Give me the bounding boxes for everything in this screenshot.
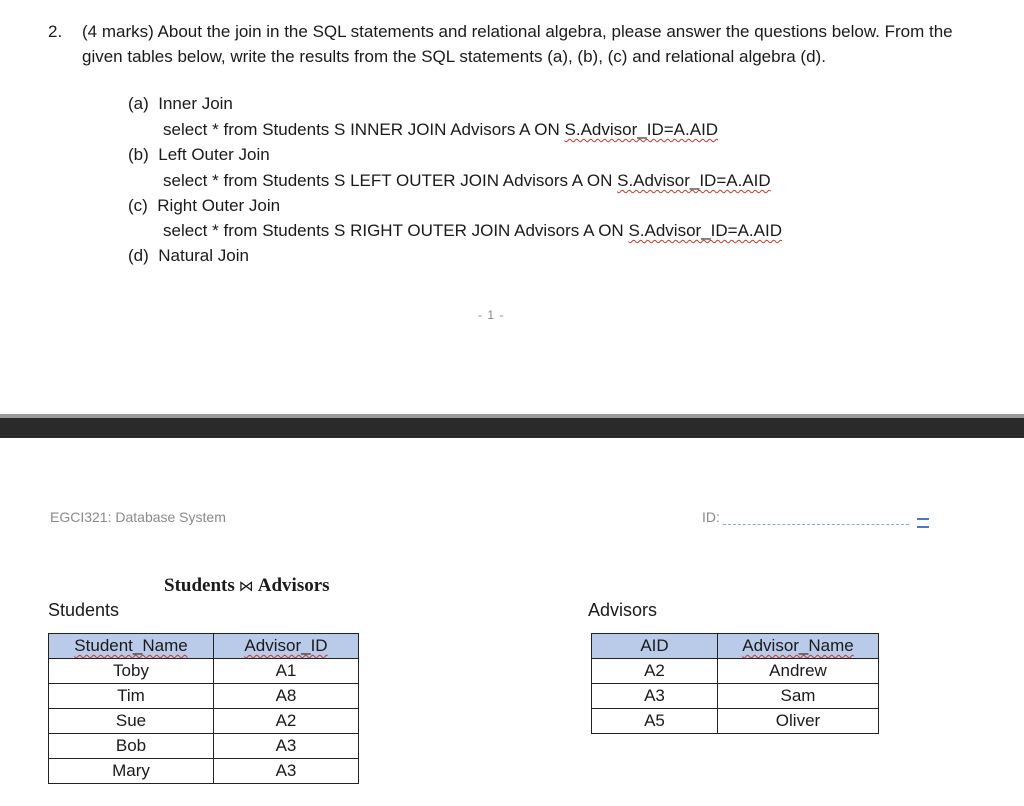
part-d-label: (d)	[128, 246, 149, 265]
part-a-title: Inner Join	[158, 94, 233, 113]
course-header: EGCI321: Database System	[50, 509, 226, 525]
advisors-title: Advisors	[588, 600, 658, 620]
table-cell: A5	[592, 709, 718, 734]
table-cell: Oliver	[718, 709, 879, 734]
question-text: (4 marks) About the join in the SQL statements and relational algebra, please answer the questions below. From the given tables below, write the results from the SQL statements (a), (b), (c) and relational algebra (d).	[82, 22, 953, 66]
table-row	[49, 734, 359, 759]
part-c	[128, 196, 280, 216]
table-cell: A1	[214, 659, 359, 684]
table-cell: Andrew	[718, 659, 879, 684]
table-cell: A2	[592, 659, 718, 684]
table-row	[49, 659, 359, 684]
table-cell: Toby	[49, 659, 214, 684]
part-a-label: (a)	[128, 94, 149, 113]
part-b	[128, 145, 270, 165]
page-break-gap	[0, 418, 1024, 438]
table-row	[49, 684, 359, 709]
table-cell: Bob	[49, 734, 214, 759]
table-row	[49, 709, 359, 734]
id-label: ID:	[702, 509, 720, 525]
page-number: - 1 -	[478, 308, 505, 322]
part-b-sql-condition: S.Advisor_ID=A.AID	[617, 171, 771, 190]
part-a-sql-prefix: select * from Students S INNER JOIN Advisors A ON	[163, 120, 565, 139]
id-fill-line	[723, 524, 909, 525]
table-cell: A8	[214, 684, 359, 709]
students-title: Students	[48, 600, 120, 620]
table-row	[592, 709, 879, 734]
table-cell: A2	[214, 709, 359, 734]
join-left: Students	[164, 575, 235, 596]
question-number: 2.	[48, 22, 63, 41]
part-c-sql	[163, 221, 782, 241]
part-a-sql	[163, 120, 718, 140]
table-row	[592, 659, 879, 684]
column-header: AID	[592, 634, 718, 659]
join-expression	[164, 575, 330, 597]
table-header-row	[592, 634, 879, 659]
part-a	[128, 94, 233, 114]
part-d	[128, 246, 249, 266]
table-cell: A3	[592, 684, 718, 709]
column-header: Advisor_Name	[718, 634, 879, 659]
part-d-title: Natural Join	[158, 246, 249, 265]
part-b-sql-prefix: select * from Students S LEFT OUTER JOIN Advisors A ON	[163, 171, 618, 190]
table-row	[49, 759, 359, 784]
part-c-sql-condition: S.Advisor_ID=A.AID	[628, 221, 782, 240]
students-table	[48, 633, 359, 784]
advisors-table	[591, 633, 879, 734]
table-header-row	[49, 634, 359, 659]
table-cell: A3	[214, 759, 359, 784]
table-cell: Mary	[49, 759, 214, 784]
column-header: Student_Name	[49, 634, 214, 659]
table-row	[592, 684, 879, 709]
table-cell: A3	[214, 734, 359, 759]
bowtie-icon: ⋈	[238, 577, 254, 595]
part-b-title: Left Outer Join	[158, 145, 270, 164]
part-c-label: (c)	[128, 196, 148, 215]
table-cell: Tim	[49, 684, 214, 709]
part-a-sql-condition: S.Advisor_ID=A.AID	[564, 120, 719, 139]
part-c-sql-prefix: select * from Students S RIGHT OUTER JOIN Advisors A ON	[163, 221, 629, 240]
column-header: Advisor_ID	[214, 634, 359, 659]
table-cell: Sam	[718, 684, 879, 709]
join-right: Advisors	[257, 575, 330, 596]
part-b-label: (b)	[128, 145, 149, 164]
table-cell: Sue	[49, 709, 214, 734]
equals-icon	[917, 518, 929, 528]
part-c-title: Right Outer Join	[157, 196, 281, 215]
part-b-sql	[163, 171, 771, 191]
